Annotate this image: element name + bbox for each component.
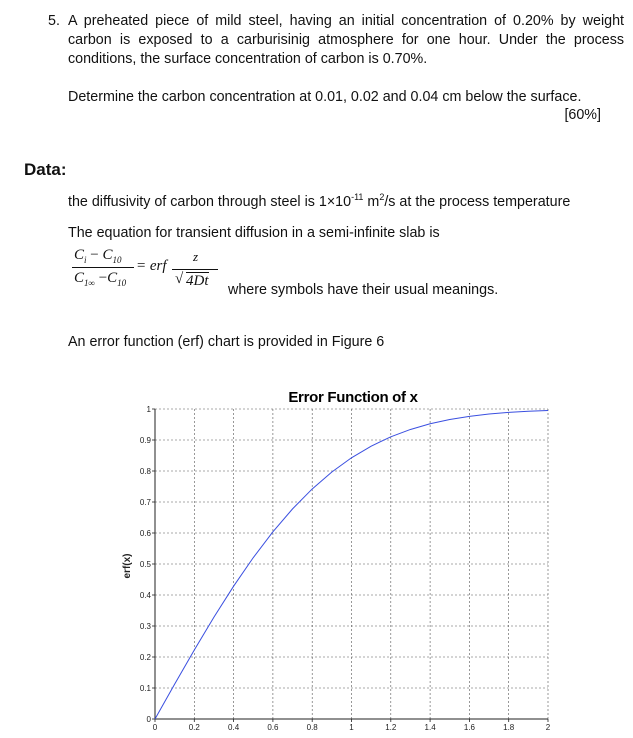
x-tick-label: 0.6 xyxy=(267,723,279,732)
x-tick-label: 0.2 xyxy=(188,723,200,732)
data-heading: Data: xyxy=(24,160,67,179)
diffusivity-unit: m xyxy=(363,193,380,210)
question-marks: [60%] xyxy=(564,107,601,123)
equation-numerator: $C_i - C_{10}$ xyxy=(74,247,122,265)
question-number: 5. xyxy=(48,13,60,29)
diffusivity-exponent: -11 xyxy=(351,192,364,202)
equation-arg-numerator: z xyxy=(193,249,199,264)
x-tick-label: 1.2 xyxy=(385,723,397,732)
y-tick-label: 0.3 xyxy=(139,622,151,631)
y-tick-label: 0 xyxy=(146,715,151,724)
x-tick-label: 1.4 xyxy=(424,723,436,732)
chart-grid xyxy=(155,409,548,719)
y-tick-label: 0.8 xyxy=(139,467,151,476)
y-tick-label: 0.2 xyxy=(139,653,151,662)
x-tick-labels xyxy=(153,723,551,732)
x-tick-label: 1 xyxy=(349,723,354,732)
x-tick-label: 2 xyxy=(545,723,551,732)
x-tick-label: 0.4 xyxy=(228,723,240,732)
sqrt-icon: √ xyxy=(175,271,184,287)
y-tick-label: 0.9 xyxy=(139,436,151,445)
equation-intro: The equation for transient diffusion in a semi-infinite slab is xyxy=(68,225,440,241)
diffusivity-unit-exponent: 2 xyxy=(379,192,385,202)
y-tick-labels xyxy=(140,405,152,724)
equation-arg-denominator: 4Dt xyxy=(186,273,209,289)
x-tick-label: 1.8 xyxy=(503,723,515,732)
y-tick-label: 0.4 xyxy=(139,591,151,600)
chart-title: Error Function of x xyxy=(288,389,418,406)
equation-where: where symbols have their usual meanings. xyxy=(228,282,499,298)
y-tick-label: 0.6 xyxy=(139,529,151,538)
erf-chart-reference: An error function (erf) chart is provided in Figure 6 xyxy=(68,334,385,350)
diffusivity-text: the diffusivity of carbon through steel is 1×10 xyxy=(68,193,352,210)
y-axis-label: erf(x) xyxy=(122,553,133,579)
chart-axes xyxy=(152,409,548,722)
y-tick-label: 0.5 xyxy=(139,560,151,569)
x-tick-label: 0 xyxy=(152,723,158,732)
equation-denominator: $C_{1\infty} -C_{10}$ xyxy=(74,270,127,288)
y-tick-label: 0.1 xyxy=(139,684,151,693)
question-determine: Determine the carbon concentration at 0.01, 0.02 and 0.04 cm below the surface. xyxy=(68,89,582,105)
question-text: A preheated piece of mild steel, having an initial concentration of 0.20% by weight carbon is exposed to a carburisinig atmosphere for one hour. Under the process conditions, the surface concentration of carbon is 0.70%. xyxy=(68,13,624,67)
y-tick-label: 1 xyxy=(146,405,151,414)
x-tick-label: 1.6 xyxy=(463,723,475,732)
x-tick-label: 0.8 xyxy=(306,723,318,732)
diffusivity-tail: /s at the process temperature xyxy=(384,193,571,210)
y-tick-label: 0.7 xyxy=(139,498,151,507)
erf-series-line xyxy=(155,410,548,719)
equation-erf: = erf xyxy=(136,258,167,274)
